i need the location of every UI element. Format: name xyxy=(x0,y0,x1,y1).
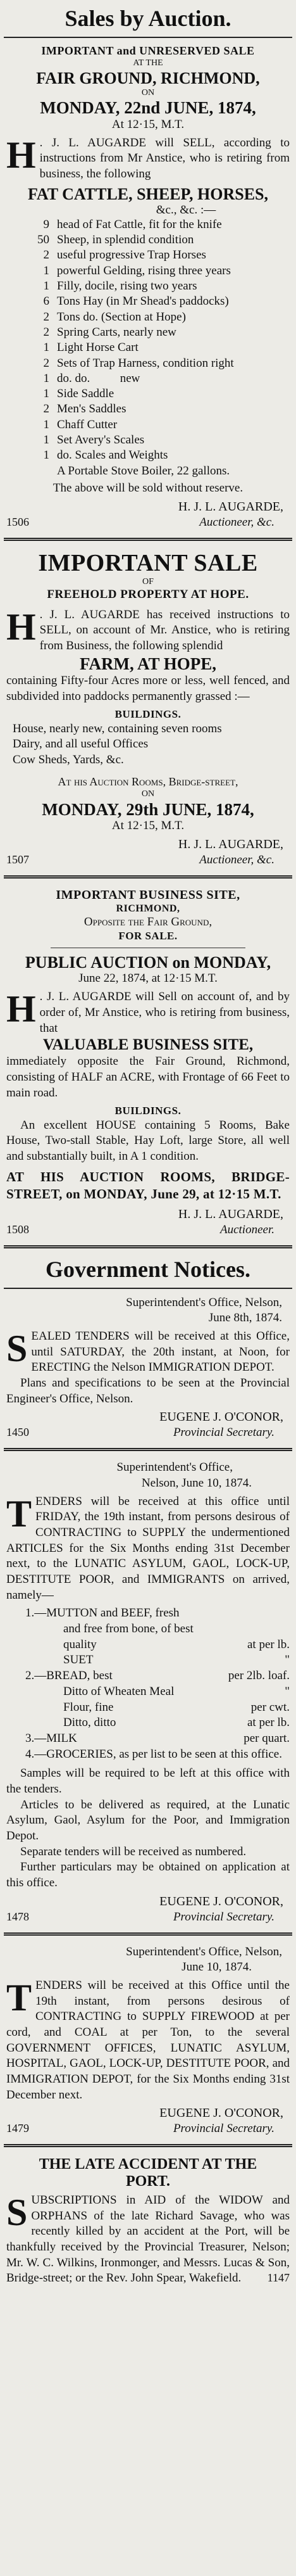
item-text: head of Fat Cattle, fit for the knife xyxy=(57,217,222,231)
item-text: 3.—MILK xyxy=(25,1731,77,1745)
gn3-signature: EUGENE J. O'CONOR, xyxy=(159,2106,283,2121)
ad2-buildings-label: BUILDINGS. xyxy=(114,708,182,721)
list-item xyxy=(25,1731,290,1747)
list-item xyxy=(25,1606,290,1621)
ad2-heading: IMPORTANT SALE xyxy=(38,549,258,576)
item-unit: per cwt. xyxy=(250,1700,290,1714)
divider xyxy=(4,1932,292,1936)
ad3-sig-title: Auctioneer. xyxy=(219,1223,274,1237)
list-item xyxy=(25,402,290,417)
gn3-date: June 10, 1874. xyxy=(182,1960,252,1974)
list-item xyxy=(25,263,290,279)
item-text: Tons do. (Section at Hope) xyxy=(57,310,186,324)
item-qty: 1 xyxy=(43,433,49,447)
list-item xyxy=(25,340,290,355)
ad2-building-2: Dairy, and all useful Offices xyxy=(13,737,149,751)
ad1-date: MONDAY, 22nd JUNE, 1874, xyxy=(40,98,256,118)
gn2-signature: EUGENE J. O'CONOR, xyxy=(159,1894,283,1908)
list-item xyxy=(25,433,290,448)
item-text: and free from bone, of best xyxy=(63,1622,194,1636)
gn1-drop-cap: S xyxy=(6,1328,28,1370)
list-item xyxy=(25,1715,290,1731)
ad3-ad-number: 1508 xyxy=(6,1223,29,1236)
late-heading: THE LATE ACCIDENT AT THE xyxy=(39,2156,257,2173)
ad2-intro-text: . J. L. AUGARDE has received instructions to SELL, on account of Mr. Anstice, who is retiring from Business, the following splendid xyxy=(39,607,290,652)
item-qty: 2 xyxy=(43,310,49,324)
item-text: useful progressive Trap Horses xyxy=(57,248,206,262)
item-qty: 6 xyxy=(43,295,49,308)
item-text: Ditto of Wheaten Meal xyxy=(63,1684,175,1698)
list-item xyxy=(25,217,290,232)
gn2-ad-number: 1478 xyxy=(6,1910,29,1923)
ad-fair-ground-sale xyxy=(4,38,292,535)
ad3-buildings: An excellent HOUSE containing 5 Rooms, Bake House, Two-stall Stable, Hay Loft, large Store, all well and substantially built, in A 1 condition. xyxy=(6,1118,290,1164)
list-item xyxy=(25,1668,290,1684)
item-text: Filly, docile, rising two years xyxy=(57,279,197,293)
ad3-public-date: June 22, 1874, at 12·15 M.T. xyxy=(78,972,218,986)
divider xyxy=(4,1448,292,1451)
ad2-date: MONDAY, 29th JUNE, 1874, xyxy=(42,799,254,819)
gn3-drop-cap: T xyxy=(6,1976,32,2019)
item-unit: at per lb. xyxy=(247,1637,290,1651)
item-text: quality xyxy=(63,1637,97,1651)
ad3-opposite: Opposite the Fair Ground, xyxy=(83,915,213,929)
gn2-separate: Separate tenders will be received as numbered. xyxy=(20,1844,247,1858)
ad3-auction-rooms: AT HIS AUCTION ROOMS, BRIDGE-STREET, on MONDAY, June 29, at 12·15 M.T. xyxy=(6,1169,290,1202)
item-qty: 2 xyxy=(43,402,49,416)
ad1-sig-line xyxy=(6,515,290,530)
list-item xyxy=(25,325,290,340)
list-item xyxy=(25,356,290,371)
item-text: 4.—GROCERIES, as per list to be seen at this office. xyxy=(25,1747,282,1761)
ad3-intro xyxy=(6,989,290,1036)
late-body xyxy=(6,2193,290,2287)
late-drop-cap: S xyxy=(6,2191,28,2233)
list-item xyxy=(25,232,290,248)
ad1-line2: AT THE xyxy=(133,58,163,68)
ad1-intro-text: . J. L. AUGARDE will SELL, according to instructions from Mr Anstice, who is retiring from business, the following xyxy=(39,136,290,181)
gn1-signature: EUGENE J. O'CONOR, xyxy=(159,1410,283,1424)
gn3-body xyxy=(6,1978,290,2103)
notice-late-accident xyxy=(4,2150,292,2292)
ad3-public-auction: PUBLIC AUCTION on MONDAY, xyxy=(25,953,271,972)
divider xyxy=(4,875,292,879)
item-text: 2.—BREAD, best xyxy=(25,1669,113,1683)
item-qty: 50 xyxy=(37,233,49,247)
list-item xyxy=(25,417,290,433)
divider xyxy=(4,1245,292,1248)
ad3-headline: VALUABLE BUSINESS SITE, xyxy=(42,1036,254,1054)
item-unit: " xyxy=(285,1653,290,1667)
late-ad-number: 1147 xyxy=(267,2271,290,2285)
ad-freehold-hope xyxy=(4,543,292,873)
ad2-of: OF xyxy=(142,577,154,587)
item-qty: 1 xyxy=(43,448,49,462)
item-qty: 9 xyxy=(43,217,49,231)
late-heading-2: PORT. xyxy=(125,2173,171,2190)
item-text: Light Horse Cart xyxy=(57,341,139,355)
ad-business-site xyxy=(4,881,292,1243)
gn2-date: Nelson, June 10, 1874. xyxy=(141,1476,252,1490)
ad2-time: At 12·15, M.T. xyxy=(111,818,185,832)
item-text: Chaff Cutter xyxy=(57,417,118,431)
ad1-items-list xyxy=(6,217,290,479)
list-item xyxy=(25,371,290,386)
ad2-building-3: Cow Sheds, Yards, &c. xyxy=(13,753,124,767)
notice-provisions-tender xyxy=(4,1454,292,1929)
gn3-ad-number: 1479 xyxy=(6,2122,29,2135)
list-item xyxy=(25,1621,290,1637)
ad1-time: At 12·15, M.T. xyxy=(111,117,185,131)
ad2-rooms: At his Auction Rooms, Bridge-street, xyxy=(58,775,238,788)
ad3-sig-line xyxy=(6,1222,290,1238)
list-item xyxy=(25,310,290,325)
gn2-sig-line xyxy=(6,1910,290,1925)
gn1-plans: Plans and specifications to be seen at the Provincial Engineer's Office, Nelson. xyxy=(6,1376,290,1405)
item-text: Men's Saddles xyxy=(57,402,126,416)
gn3-body-text: ENDERS will be received at this Office until the 19th instant, from persons desirous of CONTRACTING to SUPPLY FIREWOOD at per cord, and COAL at per Ton, to the several GOVERNMENT OFFICES, LUNATIC ASYLUM, HOSPITAL, GAOL, LOCK-UP, DESTITUTE POOR, and IMMIGRATION DEPOT, for the Six Months ending 31st December next. xyxy=(6,1978,290,2102)
list-item xyxy=(25,294,290,309)
ad3-place: RICHMOND, xyxy=(116,903,180,914)
ad1-sig-title: Auctioneer, &c. xyxy=(199,516,274,530)
gn1-sig-title: Provincial Secretary. xyxy=(173,1426,274,1440)
ad1-etc: &c., &c. :— xyxy=(156,203,216,217)
ad1-headline: FAT CATTLE, SHEEP, HORSES, xyxy=(27,184,268,203)
item-text: SUET xyxy=(63,1653,94,1667)
ad3-buildings-label: BUILDINGS. xyxy=(114,1105,182,1117)
item-text: Tons Hay (in Mr Shead's paddocks) xyxy=(57,295,229,308)
item-text: powerful Gelding, rising three years xyxy=(57,263,231,277)
item-unit: at per lb. xyxy=(247,1716,290,1730)
gn2-sig-title: Provincial Secretary. xyxy=(173,1910,274,1924)
item-qty: 1 xyxy=(43,341,49,355)
ad3-intro-text: . J. L. AUGARDE will Sell on account of, and by order of, Mr Anstice, who is retiring from business, that xyxy=(39,990,290,1035)
ad2-subheading: FREEHOLD PROPERTY AT HOPE. xyxy=(47,587,249,601)
gn2-delivery: Articles to be delivered as required, at the Lunatic Asylum, Gaol, Asylum for the Poor, and Immigration Depot. xyxy=(6,1798,290,1843)
list-item xyxy=(25,1747,290,1763)
ad1-line4: ON xyxy=(141,87,155,98)
ad2-sig-line xyxy=(6,853,290,868)
ad1-drop-cap: H xyxy=(6,134,36,176)
ad1-line3: FAIR GROUND, RICHMOND, xyxy=(36,68,260,87)
item-qty: 2 xyxy=(43,248,49,262)
item-qty: 1 xyxy=(43,263,49,277)
item-qty xyxy=(25,464,49,479)
gn1-sig-line xyxy=(6,1425,290,1440)
item-qty: 1 xyxy=(43,371,49,385)
item-text: Sheep, in splendid condition xyxy=(57,233,194,247)
gn1-ad-number: 1450 xyxy=(6,1426,29,1439)
late-body-text: UBSCRIPTIONS in AID of the WIDOW and ORPHANS of the late Richard Savage, who was recently killed by an accident at the Port, will be thankfully received by the Provincial Treasurer, Nelson; Mr. W. C. Wilkins, Ironmonger, and Messrs. Lucas & Son, Bridge-street; or the Rev. John Spear, Wakefield. xyxy=(6,2193,290,2285)
ad1-ad-number: 1506 xyxy=(6,516,29,529)
gn2-items xyxy=(6,1606,290,1762)
gn3-office: Superintendent's Office, Nelson, xyxy=(126,1945,282,1958)
section-heading-sales: Sales by Auction. xyxy=(4,0,292,38)
item-text: Side Saddle xyxy=(57,387,114,401)
item-unit: per 2lb. loaf. xyxy=(228,1669,290,1683)
item-text: Flour, fine xyxy=(63,1700,114,1714)
ad2-ad-number: 1507 xyxy=(6,853,29,866)
ad2-intro xyxy=(6,607,290,654)
ad2-description: containing Fifty-four Acres more or less, well fenced, and subdivided into paddocks permanently grassed :— xyxy=(6,673,290,703)
item-text: do. do. new xyxy=(57,371,140,385)
gn1-date: June 8th, 1874. xyxy=(208,1311,282,1325)
item-text: Spring Carts, nearly new xyxy=(57,325,176,339)
item-unit: " xyxy=(285,1684,290,1698)
ad2-headline: FARM, AT HOPE, xyxy=(80,654,216,673)
ad2-building-1: House, nearly new, containing seven rooms xyxy=(13,721,222,735)
ad3-heading: IMPORTANT BUSINESS SITE, xyxy=(56,887,240,902)
gn2-drop-cap: T xyxy=(6,1492,32,1535)
gn2-office: Superintendent's Office, xyxy=(116,1461,233,1475)
gn1-body xyxy=(6,1329,290,1376)
ad1-line1: IMPORTANT and UNRESERVED SALE xyxy=(41,44,255,57)
item-text: 1.—MUTTON and BEEF, fresh xyxy=(25,1606,180,1620)
item-qty: 1 xyxy=(43,387,49,401)
ad3-for-sale: FOR SALE. xyxy=(118,929,178,942)
ad1-signature: H. J. L. AUGARDE, xyxy=(178,500,283,514)
divider xyxy=(4,538,292,541)
item-text: Set Avery's Scales xyxy=(57,433,145,447)
divider xyxy=(4,2144,292,2147)
gn3-sig-title: Provincial Secretary. xyxy=(173,2122,274,2136)
list-item xyxy=(25,248,290,263)
notice-firewood-tender xyxy=(4,1938,292,2142)
list-item xyxy=(25,1700,290,1716)
gn1-office: Superintendent's Office, Nelson, xyxy=(126,1295,282,1309)
ad2-on: ON xyxy=(141,789,155,799)
gn3-sig-line xyxy=(6,2121,290,2136)
item-qty: 1 xyxy=(43,279,49,293)
notice-immigration-depot xyxy=(4,1289,292,1446)
ad2-drop-cap: H xyxy=(6,606,36,648)
gn1-body-text: EALED TENDERS will be received at this Office, until SATURDAY, the 20th instant, at Noon, for ERECTING the Nelson IMMIGRATION DEPOT. xyxy=(31,1329,290,1374)
list-item xyxy=(25,1637,290,1653)
gn2-body xyxy=(6,1494,290,1604)
item-qty: 1 xyxy=(43,417,49,431)
item-text: A Portable Stove Boiler, 22 gallons. xyxy=(57,464,230,478)
list-item xyxy=(25,1684,290,1700)
list-item xyxy=(25,279,290,294)
list-item xyxy=(25,448,290,463)
list-item xyxy=(25,386,290,402)
ad1-intro xyxy=(6,136,290,182)
item-text: Ditto, ditto xyxy=(63,1716,116,1730)
ad3-description: immediately opposite the Fair Ground, Richmond, consisting of HALF an ACRE, with Frontage of 66 Feet to main road. xyxy=(6,1055,290,1100)
gn2-body-text: ENDERS will be received at this office until FRIDAY, the 19th instant, from persons desirous of CONTRACTING to SUPPLY the undermentioned ARTICLES for the Six Months ending 31st December next, to the LUNATIC ASYLUM, GAOL, LOCK-UP, DESTITUTE POOR, and IMMIGRANTS on arrived, namely— xyxy=(6,1494,290,1602)
item-qty: 2 xyxy=(43,325,49,339)
ad3-signature: H. J. L. AUGARDE, xyxy=(178,1207,283,1222)
ad3-drop-cap: H xyxy=(6,988,36,1031)
gn2-samples: Samples will be required to be left at this office with the tenders. xyxy=(6,1767,290,1796)
item-text: Sets of Trap Harness, condition right xyxy=(57,356,234,370)
ad2-sig-title: Auctioneer, &c. xyxy=(199,853,274,866)
gn2-particulars: Further particulars may be obtained on application at this office. xyxy=(6,1860,290,1890)
item-text: do. Scales and Weights xyxy=(57,448,168,462)
item-qty: 2 xyxy=(43,356,49,370)
section-heading-government: Government Notices. xyxy=(4,1251,292,1289)
list-item xyxy=(25,1653,290,1668)
list-item xyxy=(25,464,290,479)
ad1-footer: The above will be sold without reserve. xyxy=(52,481,244,495)
ad2-signature: H. J. L. AUGARDE, xyxy=(178,837,283,851)
item-unit: per quart. xyxy=(244,1731,290,1745)
